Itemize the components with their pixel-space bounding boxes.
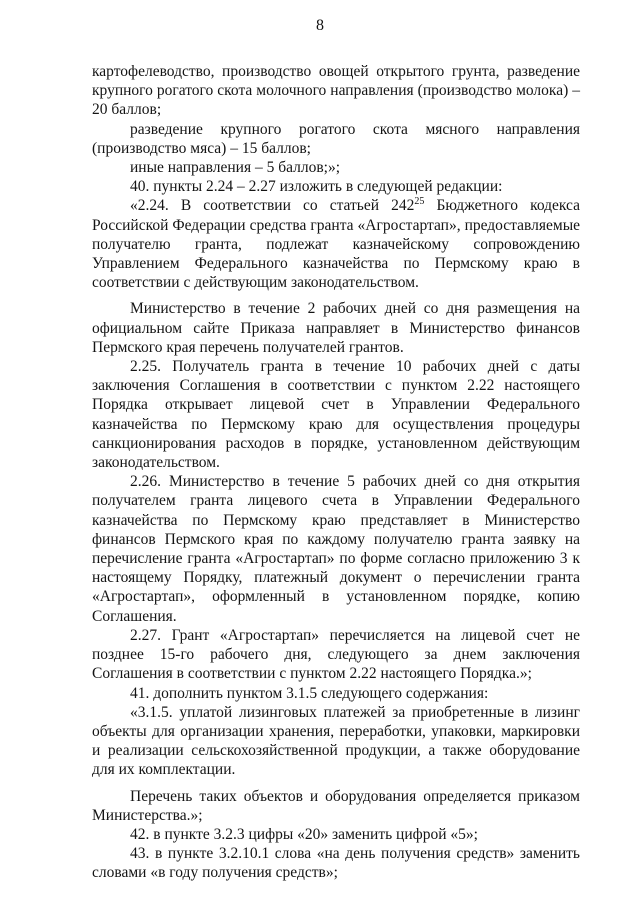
paragraph-2-24: [92, 196, 580, 292]
paragraph-4: 40. пункты 2.24 – 2.27 изложить в следующей редакции:: [130, 178, 503, 196]
paragraph-3-1-5: «3.1.5. уплатой лизинговых платежей за приобретенные в лизинг объекты для организации хранения, переработки, упаковки, маркировки и реализации сельскохозяйственной продукции, а также оборудование для их комплектации.: [92, 703, 580, 779]
paragraph-2-26: 2.26. Министерство в течение 5 рабочих дней со дня открытия получателем гранта лицевого счета в Управлении Федерального казначейства по Пермскому краю представляет в Министерство финансов Пермского края по каждому получателю гранта заявку на перечисление гранта «Агростартап» по форме согласно приложению 3 к настоящему Порядку, платежный документ о перечислении гранта «Агростартап», оформленный в установленном порядке, копию Соглашения.: [92, 473, 580, 625]
article-superscript: 25: [414, 196, 425, 208]
paragraph-2-24-rest: Бюджетного кодекса Российской Федерации средства гранта «Агростартап», предоставляемые получателю гранта, подлежат казначейскому сопровождению Управлением Федерального казначейства по Пермскому краю в соответствии с действующим законодательством.: [92, 197, 581, 292]
paragraph-2-25: 2.25. Получатель гранта в течение 10 рабочих дней с даты заключения Соглашения в соответствии с пунктом 2.22 настоящего Порядка открывает лицевой счет в Управлении Федерального казначейства по Пермскому краю для осуществления процедуры санкционирования расходов в порядке, установленном действующим законодательством.: [92, 358, 580, 472]
paragraph-42: 42. в пункте 3.2.3 цифры «20» заменить цифрой «5»;: [130, 825, 478, 843]
paragraph-2-24-lead: «2.24. В соответствии со статьей 242: [130, 197, 415, 215]
paragraph-2-27: 2.27. Грант «Агростартап» перечисляется на лицевой счет не позднее 15-го рабочего дня, следующего за днем заключения Соглашения в соответствии с пунктом 2.22 настоящего Порядка.»;: [92, 626, 580, 683]
paragraph-43: 43. в пункте 3.2.10.1 слова «на день получения средств» заменить словами «в году получения средств»;: [92, 845, 580, 882]
paragraph-1: картофелеводство, производство овощей открытого грунта, разведение крупного рогатого скота молочного направления (производство молока) – 20 баллов;: [92, 63, 580, 119]
paragraph-3: иные направления – 5 баллов;»;: [130, 159, 341, 177]
paragraph-2: разведение крупного рогатого скота мясного направления (производство мяса) – 15 баллов;: [92, 120, 580, 157]
paragraph-ministry-2-days: Министерство в течение 2 рабочих дней со дня размещения на официальном сайте Приказа направляет в Министерство финансов Пермского края перечень получателей грантов.: [92, 300, 580, 356]
document-body: [92, 62, 580, 883]
page-number: 8: [316, 17, 324, 34]
paragraph-41: 41. дополнить пунктом 3.1.5 следующего содержания:: [130, 684, 489, 702]
paragraph-objects-list: Перечень таких объектов и оборудования определяется приказом Министерства.»;: [92, 787, 580, 824]
